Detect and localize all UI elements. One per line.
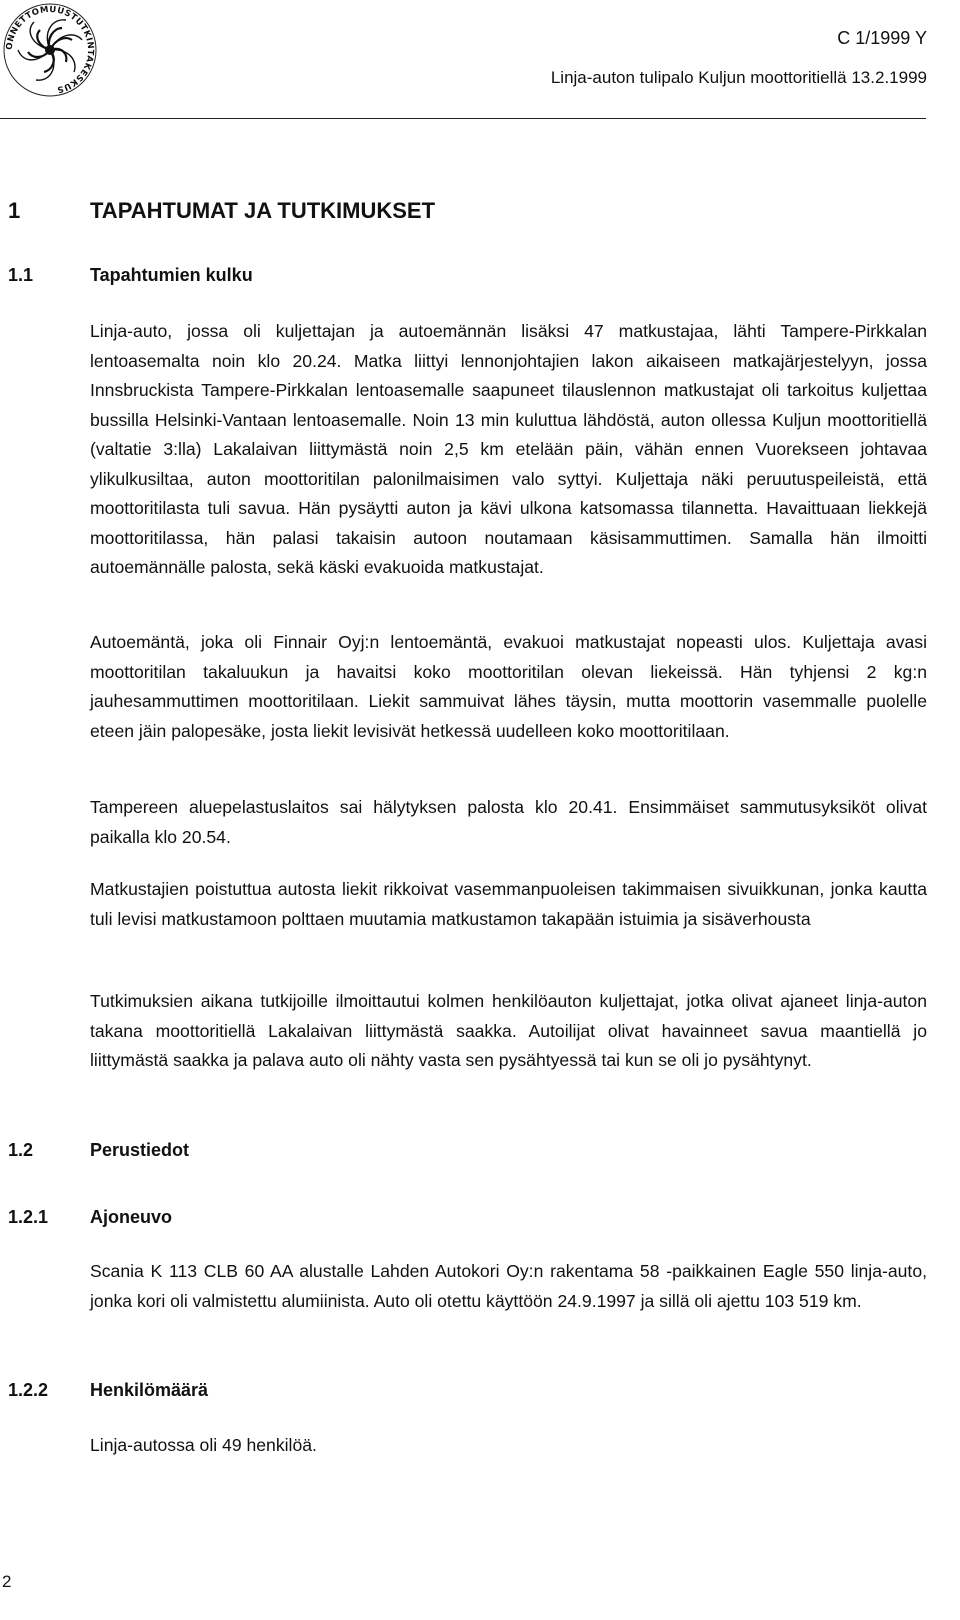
section-heading-1-2 [8,1140,189,1161]
logo-seal-text: ONNETTOMUUSTUTKINTAKESKUS [4,4,96,95]
document-code: C 1/1999 Y [837,28,927,48]
section-title: TAPAHTUMAT JA TUTKIMUKSET [90,198,436,223]
section-heading-1 [8,198,435,224]
section-number: 1.1 [8,265,34,285]
paragraph-persons: Linja-autossa oli 49 henkilöä. [90,1435,317,1455]
section-number: 1 [8,198,21,223]
section-heading-1-2-1 [8,1207,172,1228]
otk-logo-seal [0,0,100,100]
section-title: Perustiedot [90,1140,190,1160]
section-title: Ajoneuvo [90,1207,173,1227]
paragraph-events-2: Autoemäntä, joka oli Finnair Oyj:n lentoemäntä, evakuoi matkustajat nopeasti ulos. Kuljettaja avasi moottoritilan takaluukun ja havaitsi koko moottoritilan olevan liekeissä. Hän tyhjensi 2 kg:n jauhesammuttimen moottoritilaan. Liekit sammuivat lähes täysin, mutta moottorin vasemmalle puolelle eteen jäin palopesäke, josta liekit levisivät hetkessä uudelleen koko moottoritilaan. [90,632,927,741]
paragraph-vehicle: Scania K 113 CLB 60 AA alustalle Lahden Autokori Oy:n rakentama 58 -paikkainen Eagle 550 linja-auto, jonka kori oli valmistettu alumiinista. Auto oli otettu käyttöön 24.9.1997 ja sillä oli ajettu 103 519 km. [90,1261,927,1311]
document-subtitle: Linja-auton tulipalo Kuljun moottoritiellä 13.2.1999 [550,68,927,87]
paragraph-events-1: Linja-auto, jossa oli kuljettajan ja autoemännän lisäksi 47 matkustajaa, lähti Tampere-Pirkkalan lentoasemalta noin klo 20.24. Matka liittyi lennonjohtajien lakon aikaiseen matkajärjestelyyn, jossa Innsbruckista Tampere-Pirkkalan lentoasemalle saapuneet tilauslennon matkustajat oli tarkoitus kuljettaa bussilla Helsinki-Vantaan lentoasemalle. Noin 13 min kuluttua lähdöstä, auton ollessa Kuljun moottoritiellä (valtatie 3:lla) Lakalaivan liittymästä noin 2,5 km etelään päin, vähän ennen Vuorekseen johtavaa ylikulkusiltaa, auton moottoritilan palonilmaisimen valo syttyi. Kuljettaja näki peruutuspeileistä, että moottoritilasta tuli savua. Hän pysäytti auton ja kävi ulkona katsomassa tilannetta. Havaittuaan liekkejä moottoritilassa, hän palasi takaisin autoon noutamaan käsisammuttimen. Samalla hän ilmoitti autoemännälle palosta, sekä käski evakuoida matkustajat. [90,321,927,577]
paragraph-events-3: Tampereen aluepelastuslaitos sai hälytyksen palosta klo 20.41. Ensimmäiset sammutusyksiköt olivat paikalla klo 20.54. [90,797,927,847]
section-heading-1-1 [8,265,253,286]
section-number: 1.2.1 [8,1207,49,1227]
page-number: 2 [2,1572,12,1591]
section-number: 1.2 [8,1140,34,1160]
section-title: Tapahtumien kulku [90,265,253,285]
paragraph-events-5: Tutkimuksien aikana tutkijoille ilmoittautui kolmen henkilöauton kuljettajat, jotka olivat ajaneet linja-auton takana moottoritiellä Lakalaivan liittymästä saakka. Autoilijat olivat havainneet savua maantiellä jo liittymästä saakka ja palava auto oli nähty vasta sen pysähtyessä tai kun se oli jo pysähtynyt. [90,991,927,1070]
section-number: 1.2.2 [8,1380,49,1400]
section-title: Henkilömäärä [90,1380,209,1400]
section-heading-1-2-2 [8,1380,208,1401]
header-divider [0,118,926,119]
paragraph-events-4: Matkustajien poistuttua autosta liekit rikkoivat vasemmanpuoleisen takimmaisen sivuikkunan, jonka kautta tuli levisi matkustamoon polttaen muutamia matkustamon takapään istuimia ja sisäverhousta [90,879,927,929]
